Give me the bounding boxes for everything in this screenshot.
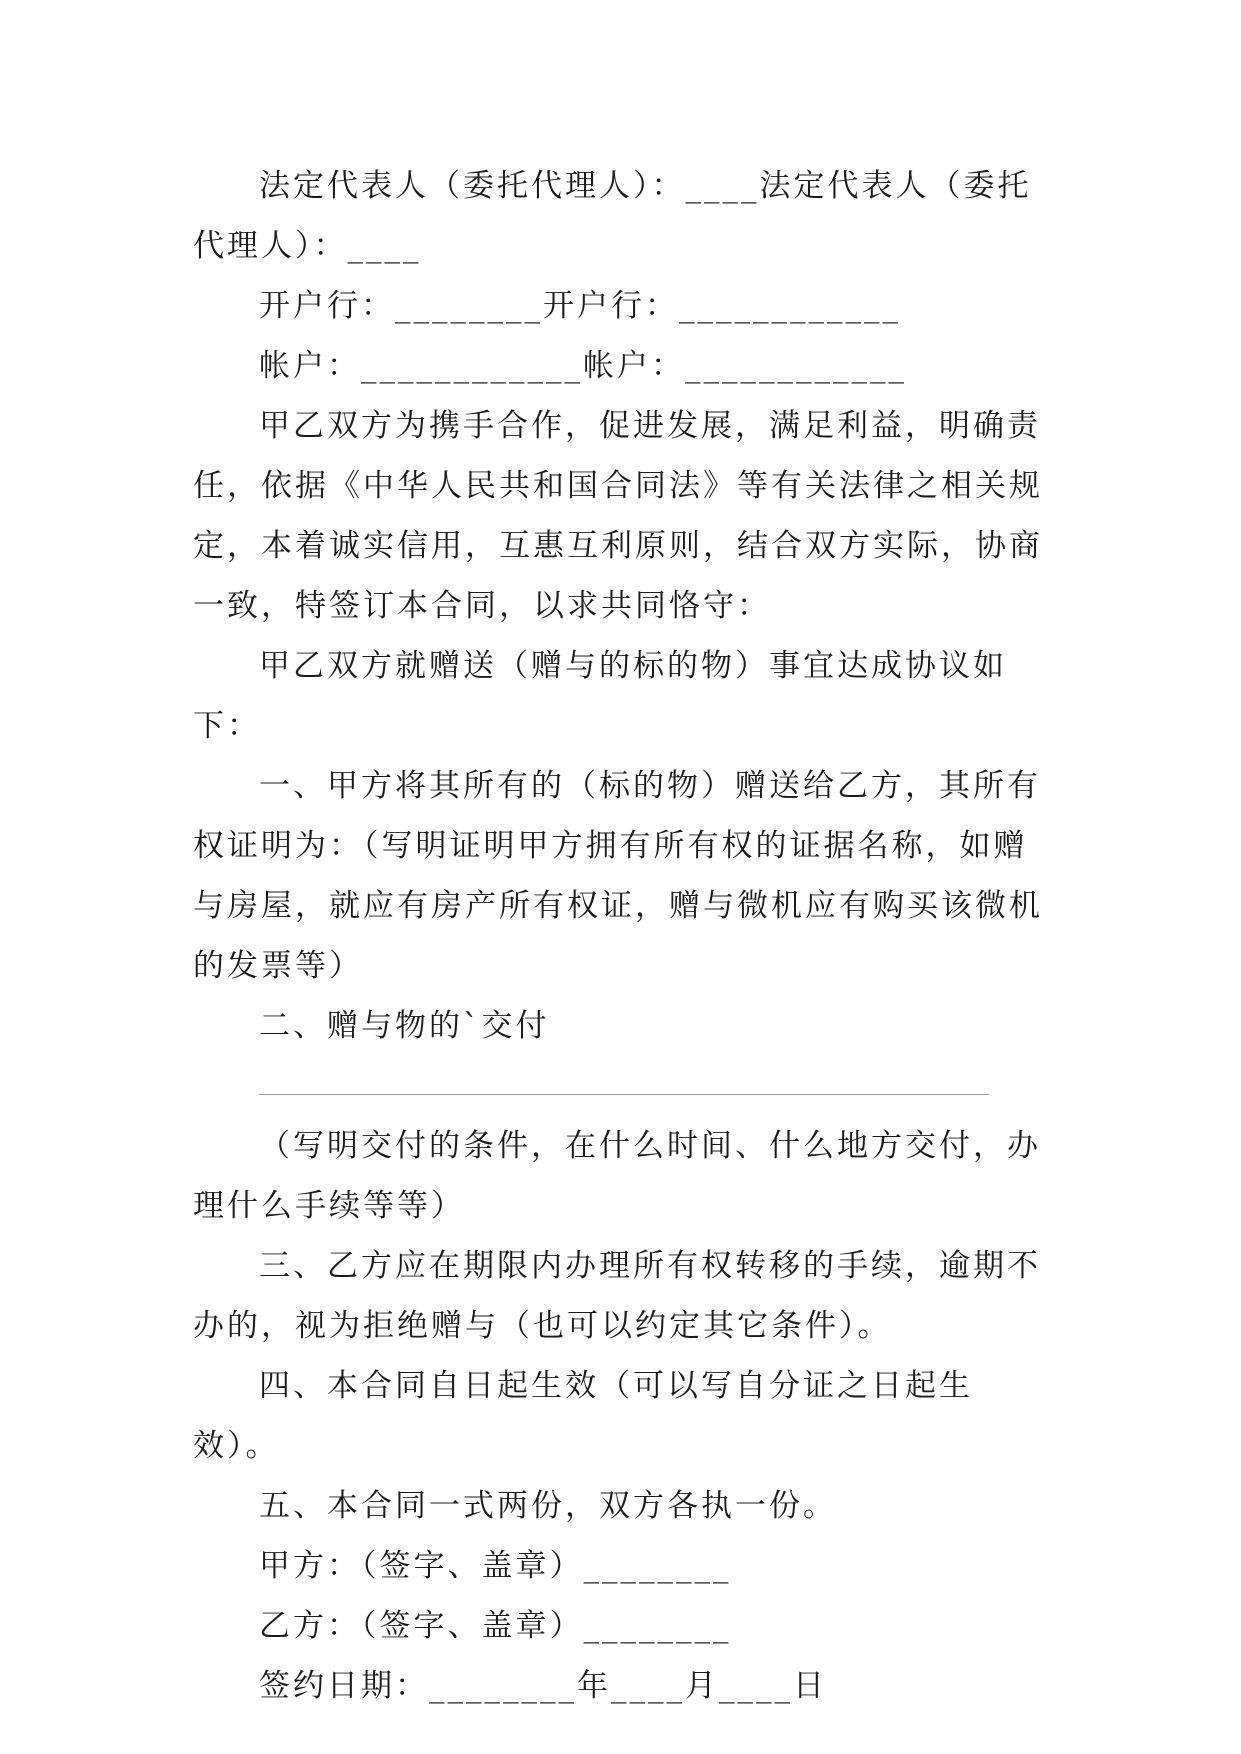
agreement-intro: 甲乙双方就赠送（赠与的标的物）事宜达成协议如下：: [193, 648, 1007, 744]
party-a-signature: 甲方：（签字、盖章）________: [259, 1548, 732, 1584]
delivery-blank-line: [193, 1056, 1053, 1116]
account-line: 帐户：____________帐户：____________: [259, 348, 907, 384]
clause-2-title: 二、赠与物的`交付: [259, 1008, 550, 1044]
clause-3: 三、乙方应在期限内办理所有权转移的手续，逾期不办的，视为拒绝赠与（也可以约定其它条件）。: [193, 1248, 1041, 1344]
preamble-paragraph: 甲乙双方为携手合作，促进发展，满足利益，明确责任，依据《中华人民共和国合同法》等有关法律之相关规定，本着诚实信用，互惠互利原则，结合双方实际，协商一致，特签订本合同，以求共同恪守：: [193, 408, 1043, 624]
bank-line: 开户行：________开户行：____________: [259, 288, 901, 324]
clause-2-note: （写明交付的条件，在什么时间、什么地方交付，办理什么手续等等）: [193, 1128, 1041, 1224]
representative-line: 法定代表人（委托代理人）：____法定代表人（委托代理人）：____: [193, 168, 1032, 264]
blank-underline: [259, 1094, 989, 1095]
clause-1: 一、甲方将其所有的（标的物）赠送给乙方，其所有权证明为：（写明证明甲方拥有所有权的证据名称，如赠与房屋，就应有房产所有权证，赠与微机应有购买该微机的发票等）: [193, 768, 1043, 984]
party-b-signature: 乙方：（签字、盖章）________: [259, 1608, 732, 1644]
clause-4: 四、本合同自日起生效（可以写自分证之日起生效）。: [193, 1368, 973, 1464]
clause-5: 五、本合同一式两份，双方各执一份。: [259, 1488, 837, 1524]
signing-date: 签约日期：________年____月____日: [259, 1668, 827, 1704]
contract-body: [193, 156, 1053, 1716]
